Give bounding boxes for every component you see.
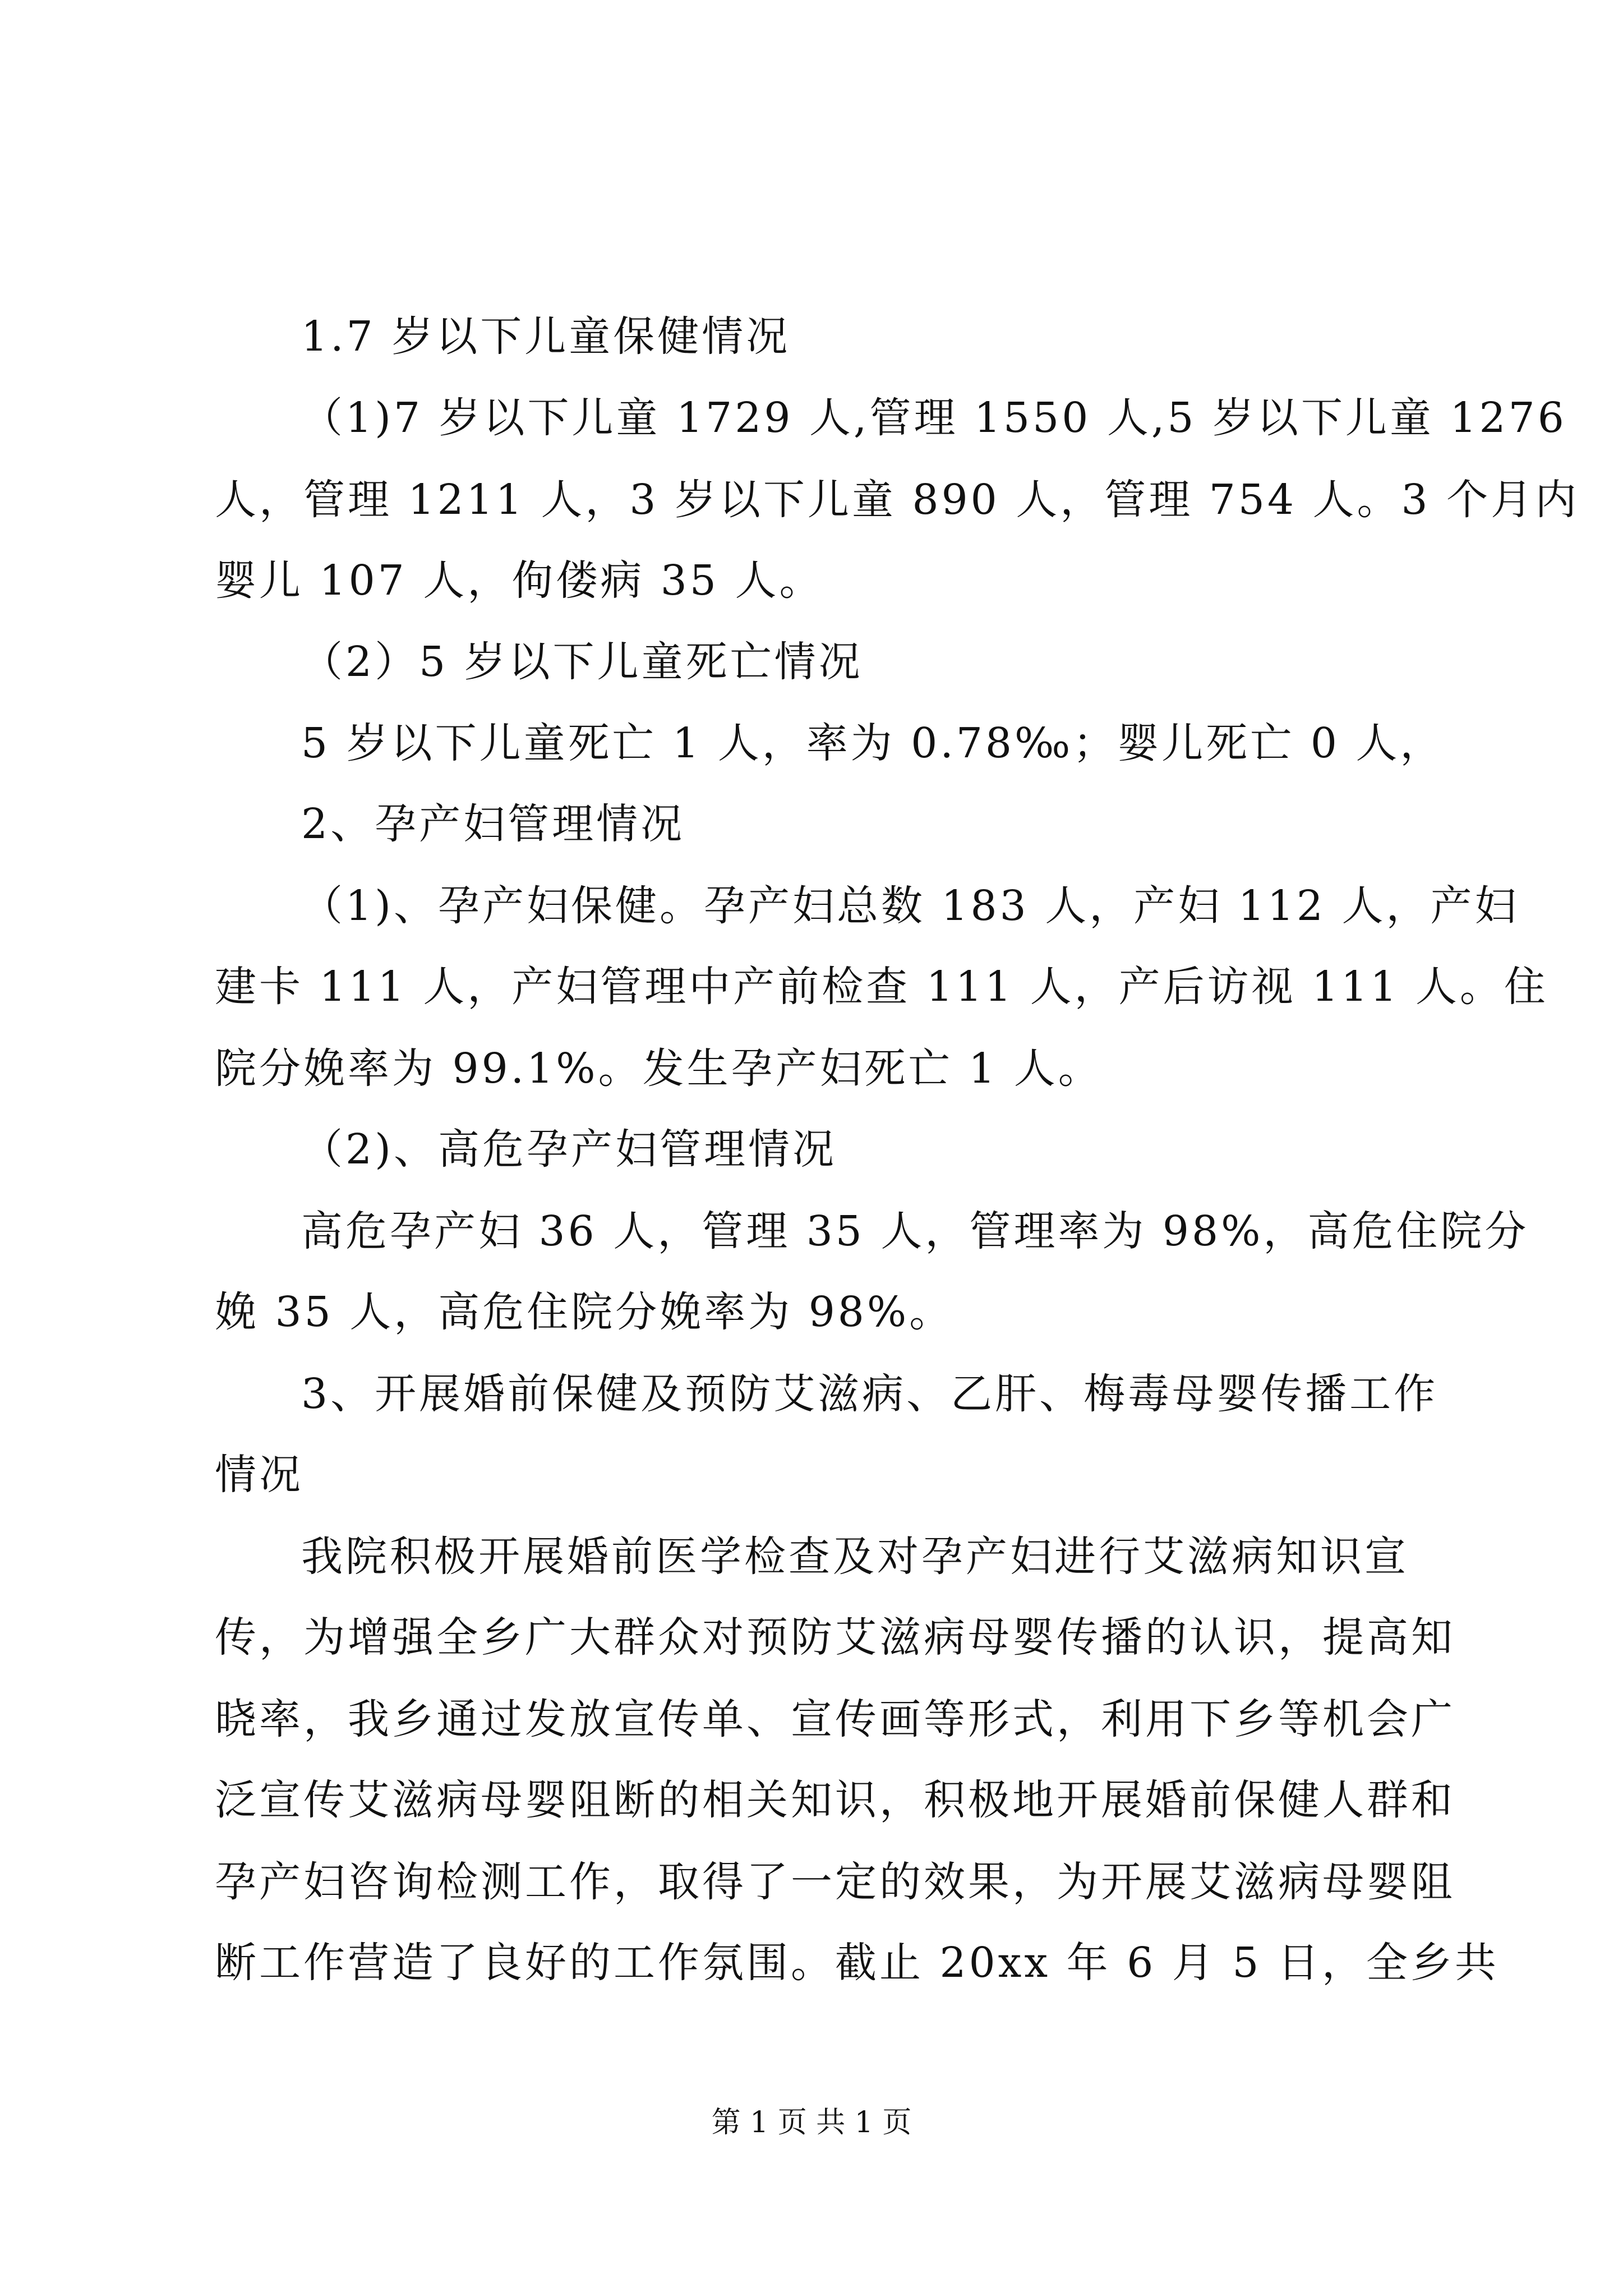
page-number-footer: 第 1 页 共 1 页 — [711, 2106, 912, 2139]
subheading-child-death: （2）5 岁以下儿童死亡情况 — [301, 638, 863, 686]
paragraph-line: 建卡 111 人，产妇管理中产前检查 111 人，产后访视 111 人。住 — [215, 963, 1548, 1011]
paragraph-line: 高危孕产妇 36 人，管理 35 人，管理率为 98%，高危住院分 — [301, 1207, 1529, 1255]
paragraph-line: 人，管理 1211 人，3 岁以下儿童 890 人，管理 754 人。3 个月内 — [215, 476, 1580, 524]
paragraph-line: 断工作营造了良好的工作氛围。截止 20xx 年 6 月 5 日，全乡共 — [215, 1939, 1499, 1987]
paragraph-line: 婴儿 107 人，佝偻病 35 人。 — [215, 556, 824, 605]
heading-premarital-care: 3、开展婚前保健及预防艾滋病、乙肝、梅毒母婴传播工作 — [301, 1370, 1438, 1418]
paragraph-line: （1)7 岁以下儿童 1729 人,管理 1550 人,5 岁以下儿童 1276 — [301, 394, 1567, 442]
paragraph-line: 传，为增强全乡广大群众对预防艾滋病母婴传播的认识，提高知 — [215, 1613, 1455, 1662]
subheading-high-risk: （2)、高危孕产妇管理情况 — [301, 1125, 837, 1174]
paragraph-line: 泛宣传艾滋病母婴阻断的相关知识，积极地开展婚前保健人群和 — [215, 1776, 1455, 1824]
paragraph-line: 情况 — [215, 1451, 303, 1499]
paragraph-line: 院分娩率为 99.1%。发生孕产妇死亡 1 人。 — [215, 1045, 1103, 1093]
paragraph-line: 孕产妇咨询检测工作，取得了一定的效果，为开展艾滋病母婴阻 — [215, 1858, 1455, 1906]
paragraph-line: 晓率，我乡通过发放宣传单、宣传画等形式，利用下乡等机会广 — [215, 1695, 1455, 1743]
paragraph-line: 我院积极开展婚前医学检查及对孕产妇进行艾滋病知识宣 — [301, 1533, 1409, 1581]
paragraph-line: 5 岁以下儿童死亡 1 人，率为 0.78‰；婴儿死亡 0 人， — [301, 719, 1445, 767]
heading-maternal-management: 2、孕产妇管理情况 — [301, 800, 685, 848]
paragraph-line: 娩 35 人，高危住院分娩率为 98%。 — [215, 1288, 954, 1336]
heading-child-health: 1.7 岁以下儿童保健情况 — [301, 312, 791, 361]
paragraph-line: （1)、孕产妇保健。孕产妇总数 183 人，产妇 112 人，产妇 — [301, 882, 1519, 930]
